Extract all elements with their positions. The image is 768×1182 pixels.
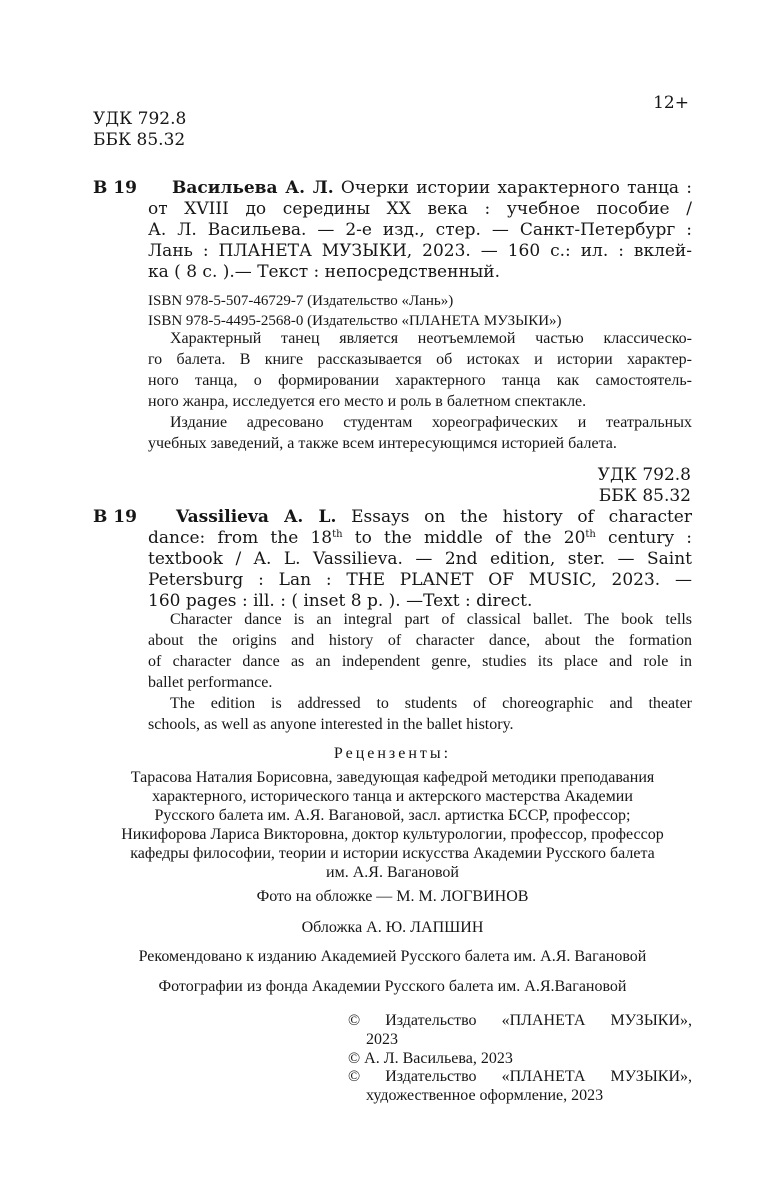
en-entry-line4: Petersburg : Lan : THE PLANET OF MUSIC, 2023. — bbox=[148, 570, 692, 590]
reviewers-heading: Рецензенты: bbox=[333, 745, 452, 762]
reviewer-line2: характерного, исторического танца и актерского мастерства Академии bbox=[152, 788, 633, 805]
recommendation: Рекомендовано к изданию Академией Русского балета им. А.Я. Вагановой bbox=[138, 948, 647, 965]
ru-entry-line3: А. Л. Васильева. — 2-е изд., стер. — Санкт-Петербург : bbox=[148, 220, 692, 240]
copyright-author: © А. Л. Васильева, 2023 bbox=[348, 1050, 513, 1067]
reviewer-line3: Русского балета им. А.Я. Вагановой, засл. артистка БССР, профессор; bbox=[154, 807, 631, 824]
en-entry-line3: textbook / A. L. Vassilieva. — 2nd edition, ster. — Saint bbox=[148, 549, 692, 569]
reviewer-line6: им. А.Я. Вагановой bbox=[326, 864, 459, 881]
ru-entry-line5: ка ( 8 с. ).— Текст : непосредственный. bbox=[148, 262, 501, 282]
ru-entry-line4: Лань : ПЛАНЕТА МУЗЫКИ, 2023. — 160 с.: ил. : вклей- bbox=[148, 241, 692, 261]
ru-abstract-line2: го балета. В книге рассказывается об истоках и истории характер- bbox=[148, 351, 692, 368]
en-author: Vassilieva A. L. bbox=[176, 507, 337, 527]
en-title: Essays on the history of character bbox=[351, 507, 692, 527]
photo-source: Фотографии из фонда Академии Русского балета им. А.Я.Вагановой bbox=[158, 978, 627, 995]
en-abstract-line4: ballet performance. bbox=[148, 674, 273, 691]
cover-photo-credit: Фото на обложке — М. М. ЛОГВИНОВ bbox=[256, 888, 529, 905]
bbk-code: ББК 85.32 bbox=[93, 130, 186, 150]
en-entry-line2 bbox=[148, 528, 692, 549]
age-rating: 12+ bbox=[653, 93, 689, 113]
ru-author: Васильева А. Л. bbox=[172, 178, 334, 198]
en-abstract-line3: of character dance as an independent genre, studies its place and role in bbox=[148, 653, 692, 670]
en-line2-part-c: century : bbox=[595, 528, 692, 548]
en-line2-part-b: to the middle of the 20 bbox=[342, 528, 586, 548]
en-sup-1: th bbox=[332, 529, 343, 540]
copyright-planeta-line2: 2023 bbox=[366, 1031, 398, 1048]
copyright-design-line1: © Издательство «ПЛАНЕТА МУЗЫКИ», bbox=[348, 1068, 692, 1085]
en-catalog-code: В 19 bbox=[93, 507, 137, 527]
en-sup-2: th bbox=[585, 529, 596, 540]
ru-audience-line1: Издание адресовано студентам хореографических и театральных bbox=[170, 414, 692, 431]
ru-abstract-line3: ного танца, о формировании характерного танца как самостоятель- bbox=[148, 372, 692, 389]
en-abstract-line1: Character dance is an integral part of classical ballet. The book tells bbox=[170, 611, 692, 628]
en-udk-code: УДК 792.8 bbox=[597, 465, 691, 485]
udk-code: УДК 792.8 bbox=[93, 109, 187, 129]
ru-entry-line1 bbox=[172, 178, 692, 199]
en-bbk-code: ББК 85.32 bbox=[598, 486, 691, 506]
en-audience-line1: The edition is addressed to students of choreographic and theater bbox=[170, 695, 692, 712]
en-entry-line5: 160 pages : ill. : ( inset 8 p. ). —Text : direct. bbox=[148, 591, 533, 611]
reviewer-line5: кафедры философии, теории и истории искусства Академии Русского балета bbox=[130, 845, 655, 862]
en-abstract-line2: about the origins and history of character dance, about the formation bbox=[148, 632, 692, 649]
en-line2-part-a: dance: from the 18 bbox=[148, 528, 333, 548]
ru-abstract-line1: Характерный танец является неотъемлемой частью классическо- bbox=[170, 330, 692, 347]
ru-abstract-line4: ного жанра, исследуется его место и роль в балетном спектакле. bbox=[148, 393, 587, 410]
ru-entry-line2: от XVIII до середины XX века : учебное пособие / bbox=[148, 199, 692, 219]
copyright-design-line2: художественное оформление, 2023 bbox=[366, 1087, 604, 1104]
ru-title: Очерки истории характерного танца : bbox=[340, 178, 692, 198]
reviewer-line1: Тарасова Наталия Борисовна, заведующая кафедрой методики преподавания bbox=[130, 769, 655, 786]
en-audience-line2: schools, as well as anyone interested in the ballet history. bbox=[148, 716, 514, 733]
reviewer-line4: Никифорова Лариса Викторовна, доктор культурологии, профессор, профессор bbox=[121, 826, 664, 843]
en-entry-line1 bbox=[176, 507, 692, 528]
copyright-planeta-line1: © Издательство «ПЛАНЕТА МУЗЫКИ», bbox=[348, 1012, 692, 1029]
isbn-planeta: ISBN 978-5-4495-2568-0 (Издательство «ПЛАНЕТА МУЗЫКИ») bbox=[148, 313, 562, 329]
ru-catalog-code: В 19 bbox=[93, 178, 137, 198]
isbn-lan: ISBN 978-5-507-46729-7 (Издательство «Лань») bbox=[148, 293, 454, 309]
ru-audience-line2: учебных заведений, а также всем интересующимся историей балета. bbox=[148, 435, 617, 452]
cover-credit: Обложка А. Ю. ЛАПШИН bbox=[301, 919, 484, 936]
